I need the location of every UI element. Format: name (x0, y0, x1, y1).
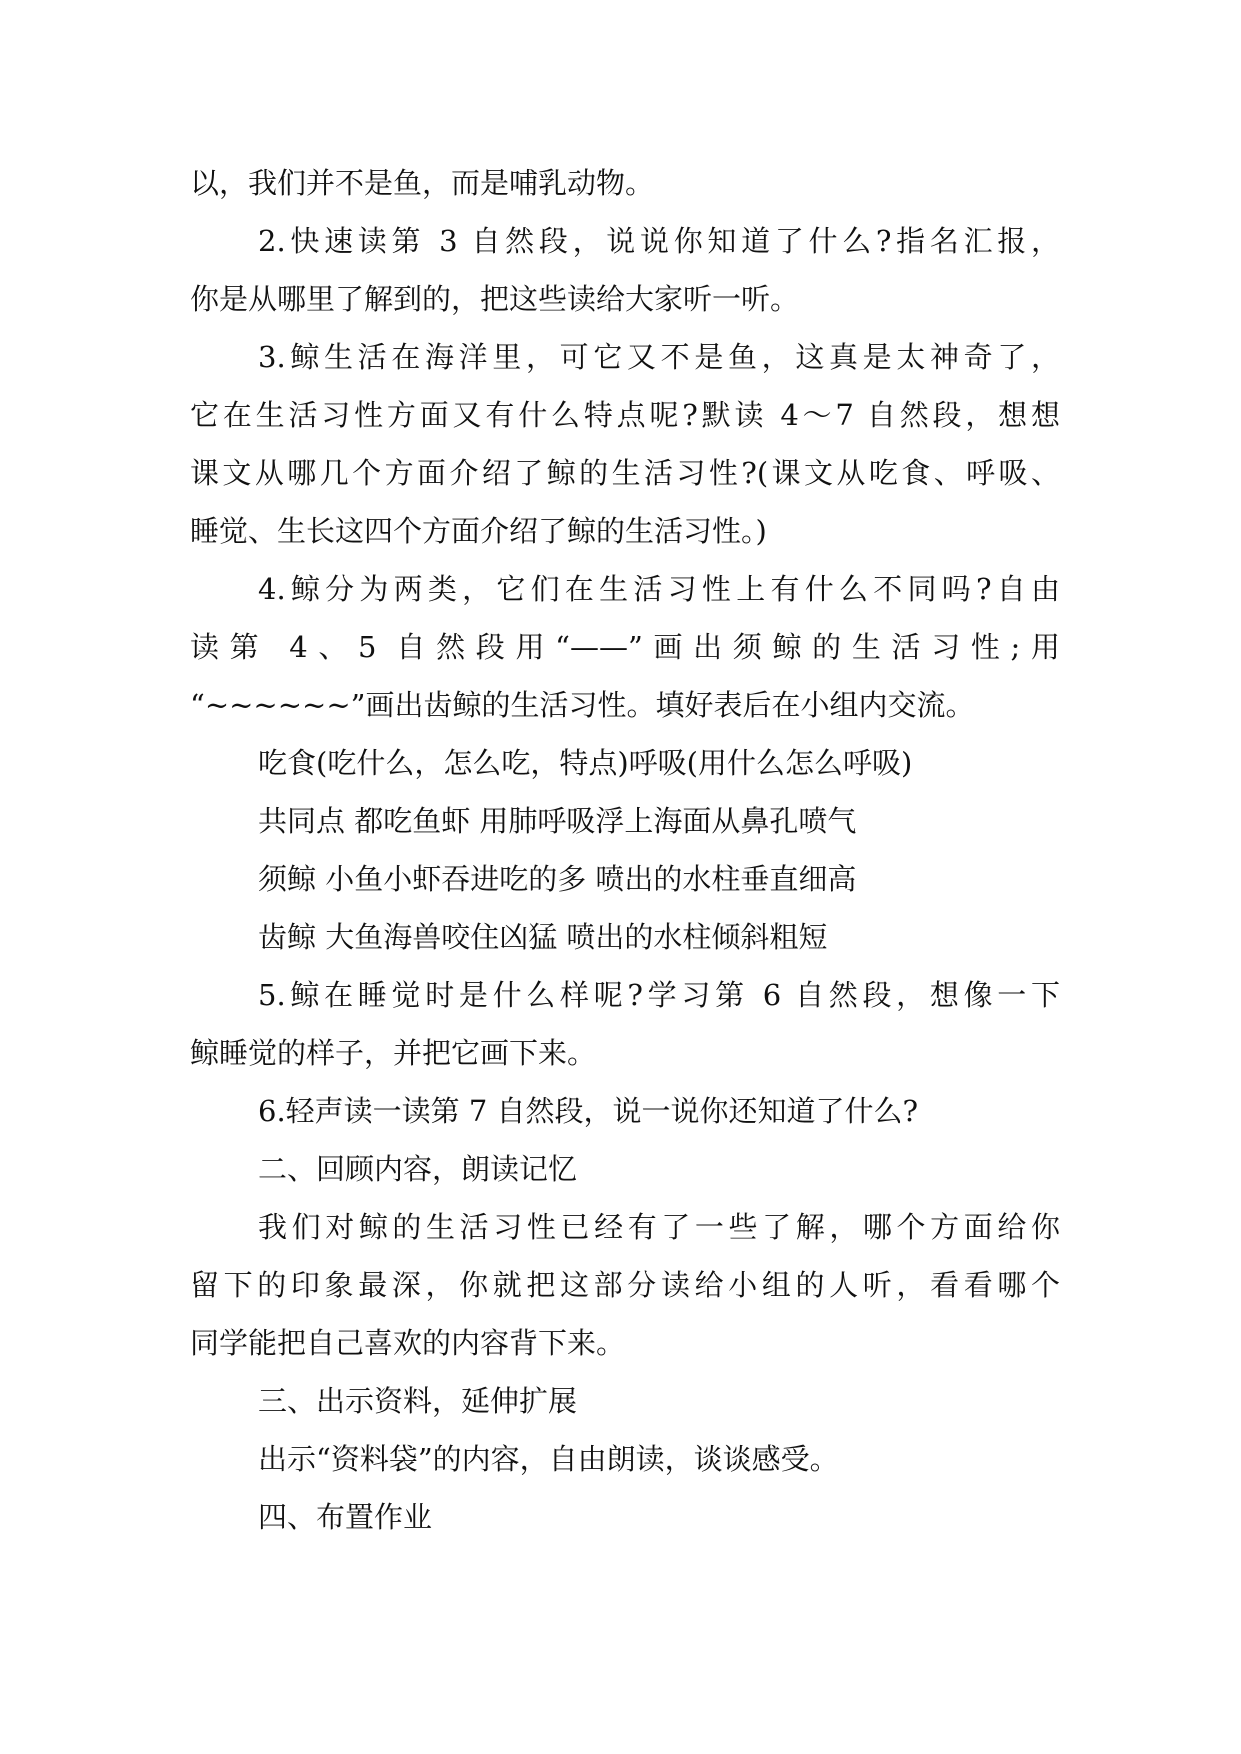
text-line: 睡觉、生长这四个方面介绍了鲸的生活习性。) (190, 514, 767, 548)
text-line: 读第 4、5 自然段用“——”画出须鲸的生活习性;用 (190, 630, 1060, 664)
text-line: 同学能把自己喜欢的内容背下来。 (190, 1326, 626, 1360)
table-header-line: 吃食(吃什么，怎么吃，特点)呼吸(用什么怎么呼吸) (258, 746, 913, 780)
section-heading: 三、出示资料，延伸扩展 (258, 1384, 578, 1418)
text-line: 3.鲸生活在海洋里，可它又不是鱼，这真是太神奇了， (258, 340, 1060, 374)
text-line: 课文从哪几个方面介绍了鲸的生活习性?(课文从吃食、呼吸、 (190, 456, 1060, 490)
text-line: 出示“资料袋”的内容，自由朗读，谈谈感受。 (258, 1442, 839, 1476)
text-line: 4.鲸分为两类，它们在生活习性上有什么不同吗?自由 (258, 572, 1060, 606)
section-heading: 四、布置作业 (258, 1500, 433, 1534)
text-line: 6.轻声读一读第 7 自然段，说一说你还知道了什么? (258, 1094, 919, 1128)
text-line: 以，我们并不是鱼，而是哺乳动物。 (190, 166, 655, 200)
document-body (190, 154, 1060, 1546)
text-line: 你是从哪里了解到的，把这些读给大家听一听。 (190, 282, 800, 316)
table-row-line: 须鲸 小鱼小虾吞进吃的多 喷出的水柱垂直细高 (258, 862, 857, 896)
text-line: 留下的印象最深，你就把这部分读给小组的人听，看看哪个 (190, 1268, 1060, 1302)
text-line: 我们对鲸的生活习性已经有了一些了解，哪个方面给你 (258, 1210, 1060, 1244)
text-line: 5.鲸在睡觉时是什么样呢?学习第 6 自然段，想像一下 (258, 978, 1060, 1012)
text-line: “~~~~~~”画出齿鲸的生活习性。填好表后在小组内交流。 (190, 688, 975, 722)
text-line: 2.快速读第 3 自然段，说说你知道了什么?指名汇报， (258, 224, 1060, 258)
text-line: 它在生活习性方面又有什么特点呢?默读 4～7 自然段，想想 (190, 398, 1060, 432)
table-row-line: 齿鲸 大鱼海兽咬住凶猛 喷出的水柱倾斜粗短 (258, 920, 828, 954)
table-row-line: 共同点 都吃鱼虾 用肺呼吸浮上海面从鼻孔喷气 (258, 804, 857, 838)
text-line: 鲸睡觉的样子，并把它画下来。 (190, 1036, 597, 1070)
section-heading: 二、回顾内容，朗读记忆 (258, 1152, 578, 1186)
